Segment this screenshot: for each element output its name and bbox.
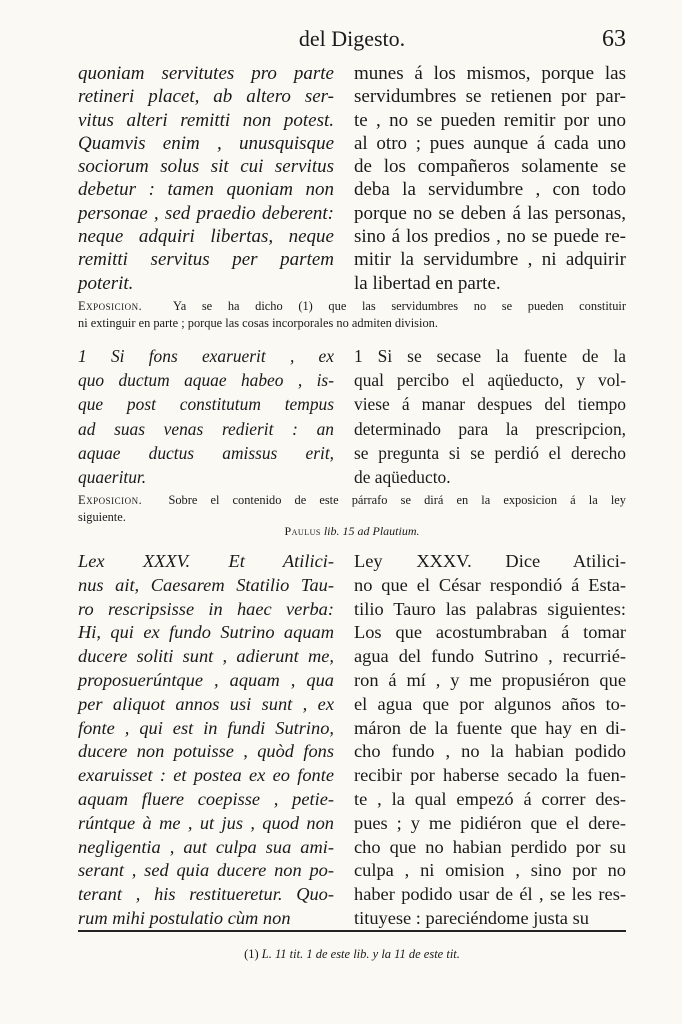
text-line: debetur : tamen quoniam non	[78, 179, 334, 201]
text-block-3	[78, 550, 626, 934]
text-line: tituyese : pareciéndome justa su	[354, 907, 589, 928]
spanish-column	[354, 62, 626, 295]
text-line: al otro ; pues aunque á cada uno	[354, 132, 626, 154]
text-line: de aqüeducto.	[354, 467, 451, 488]
exposicion-1	[78, 298, 626, 332]
text-line: rúntque à me , ut jus , quod non	[78, 812, 334, 833]
exposicion-2	[78, 492, 626, 526]
text-line: terant , his restitueretur. Quo-	[78, 884, 334, 905]
latin-column	[78, 550, 334, 931]
latin-column	[78, 344, 334, 489]
text-line: de los compañeros solamente se	[354, 156, 626, 178]
text-line: el agua que por algunos años to-	[354, 693, 626, 714]
running-header	[78, 26, 626, 56]
text-line: aquae ductus amissus erit,	[78, 442, 334, 463]
text-line: sino á los predios , no se puede re-	[354, 226, 626, 248]
text-line: Los que acostumbraban á tomar	[354, 622, 626, 643]
text-line: haber podido usar de él , se les res-	[354, 884, 626, 905]
text-line: poterit.	[78, 272, 134, 294]
text-line: te , no se pueden remitir por uno	[354, 109, 626, 131]
text-line: 1 Si fons exaruerit , ex	[78, 346, 334, 366]
page-number: 63	[602, 26, 626, 52]
text-line: viese á manar despues del tiempo	[354, 394, 626, 415]
text-block-1	[78, 62, 626, 294]
exposicion-label: Exposicion.	[78, 493, 143, 507]
text-line: Lex XXXV. Et Atilici-	[78, 551, 334, 571]
footnote-rule	[78, 930, 626, 932]
exposicion-text-line: ni extinguir en parte ; porque las cosas incorporales no admiten division.	[78, 316, 438, 330]
text-line: negligentia , aut culpa sua ami-	[78, 836, 334, 857]
attribution	[78, 524, 626, 539]
text-line: deba la servidumbre , con todo	[354, 179, 626, 201]
text-line: máron de la fuente que hay en di-	[354, 717, 626, 738]
text-line: cho que no habian perdido por su	[354, 836, 626, 857]
text-line: mitir la servidumbre , ni adquirir	[354, 249, 626, 271]
latin-column	[78, 62, 334, 295]
text-line: porque no se deben á las personas,	[354, 202, 626, 224]
text-line: Quamvis enim , unusquisque	[78, 132, 334, 154]
text-line: fonte , qui est in fundi Sutrino,	[78, 717, 334, 738]
text-line: ron á mí , y me propusiéron que	[354, 669, 626, 690]
text-line: cho fundo , no la habian podido	[354, 741, 626, 762]
text-line: pues ; y me pidiéron que el dere-	[354, 812, 626, 833]
text-line: remitti servitus per partem	[78, 249, 334, 271]
exposicion-text-line: Ya se ha dicho (1) que las servidumbres no se pueden constituir	[173, 299, 626, 313]
text-line: quoniam servitutes pro parte	[78, 63, 334, 84]
footnote	[78, 947, 626, 962]
attribution-work: lib. 15 ad Plautium.	[323, 524, 420, 538]
exposicion-text-line: Sobre el contenido de este párrafo se dirá en la exposicion á la ley	[168, 493, 626, 507]
text-line: aquam fluere coepisse , petie-	[78, 788, 334, 809]
text-line: ad suas venas redierit : an	[78, 418, 334, 439]
text-line: vitus alteri remitti non potest.	[78, 109, 334, 131]
text-line: tilio Tauro las palabras siguientes:	[354, 598, 626, 619]
text-line: ro rescripsisse in haec verba:	[78, 598, 334, 619]
text-line: ducere soliti sunt , adierunt me,	[78, 646, 334, 667]
text-line: la libertad en parte.	[354, 272, 501, 294]
text-line: determinado para la prescripcion,	[354, 418, 626, 439]
text-line: nus ait, Caesarem Statilio Tau-	[78, 574, 334, 595]
text-line: proposuerúntque , aquam , qua	[78, 669, 334, 690]
text-line: no que el César respondió á Esta-	[354, 574, 626, 595]
exposicion-label: Exposicion.	[78, 299, 143, 313]
text-line: serant , sed quia ducere non po-	[78, 860, 334, 881]
text-line: per aliquot annos usi sunt , ex	[78, 693, 334, 714]
spanish-column	[354, 344, 626, 489]
text-line: agua del fundo Sutrino , recurrié-	[354, 646, 626, 667]
text-line: qual percibo el aqüeducto, y vol-	[354, 370, 626, 391]
text-line: quo ductum aquae habeo , is-	[78, 370, 334, 391]
text-line: que post constitutum tempus	[78, 394, 334, 415]
spanish-column	[354, 550, 626, 931]
footnote-text: L. 11 tit. 1 de este lib. y la 11 de este tit.	[261, 947, 460, 961]
text-line: neque adquiri libertas, neque	[78, 226, 334, 248]
text-line: 1 Si se secase la fuente de la	[354, 346, 626, 366]
text-line: recibir por haberse secado la fuen-	[354, 765, 626, 786]
text-line: ducere non potuisse , quòd fons	[78, 741, 334, 762]
text-line: Ley XXXV. Dice Atilici-	[354, 551, 626, 571]
text-line: retineri placet, ab altero ser-	[78, 86, 334, 108]
text-line: quaeritur.	[78, 467, 147, 488]
attribution-author: Paulus	[284, 524, 321, 538]
footnote-marker: (1)	[244, 947, 259, 961]
text-line: se pregunta si se perdió el derecho	[354, 442, 626, 463]
text-line: rum mihi postulatio cùm non	[78, 907, 291, 928]
text-line: personae , sed praedio deberent:	[78, 202, 334, 224]
text-block-2	[78, 344, 626, 492]
text-line: culpa , ni omision , sino por no	[354, 860, 626, 881]
text-line: te , la qual empezó á correr des-	[354, 788, 626, 809]
text-line: exaruisset : et postea ex eo fonte	[78, 765, 334, 786]
text-line: munes á los mismos, porque las	[354, 63, 626, 84]
text-line: servidumbres se retienen por par-	[354, 86, 626, 108]
text-line: Hi, qui ex fundo Sutrino aquam	[78, 622, 334, 643]
exposicion-text-line: siguiente.	[78, 510, 126, 524]
page-title: del Digesto.	[298, 26, 406, 51]
text-line: sociorum solus sit cui servitus	[78, 156, 334, 178]
